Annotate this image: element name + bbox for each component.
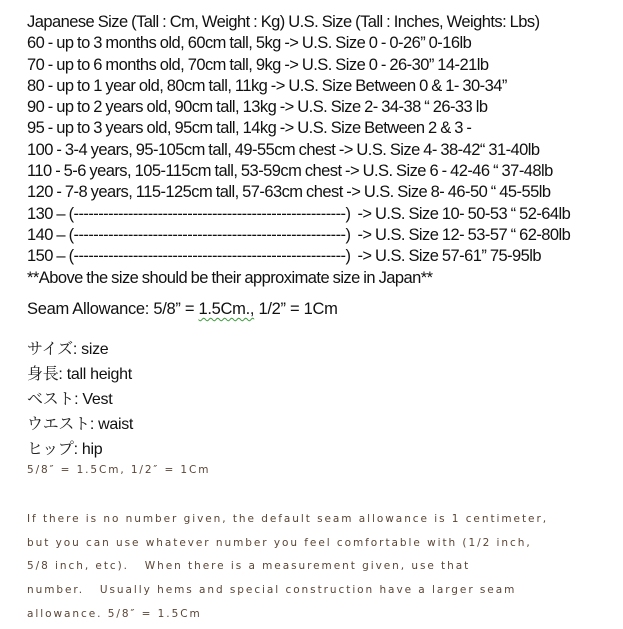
size-row-130: 130 – (-------------------------------------------------------) -> U.S. Size 10- 50-53 “ 52-64lb: [27, 204, 571, 223]
size-row-80: 80 - up to 1 year old, 80cm tall, 11kg -> U.S. Size Between 0 & 1- 30-34”: [27, 76, 507, 95]
size-chart-footnote: **Above the size should be their approximate size in Japan**: [27, 268, 433, 287]
seam-allowance-paragraph: [27, 508, 548, 626]
glossary-item-size: [27, 337, 133, 362]
size-row-100: 100 - 3-4 years, 95-105cm tall, 49-55cm chest -> U.S. Size 4- 38-42“ 31-40lb: [27, 140, 540, 159]
size-row-110: 110 - 5-6 years, 105-115cm tall, 53-59cm chest -> U.S. Size 6 - 42-46 “ 37-48lb: [27, 162, 553, 181]
paragraph-line: number. Usually hems and special construction have a larger seam: [27, 584, 517, 597]
size-row-120: 120 - 7-8 years, 115-125cm tall, 57-63cm chest -> U.S. Size 8- 46-50 “ 45-55lb: [27, 183, 551, 202]
glossary-list: [27, 337, 133, 462]
size-row-70: 70 - up to 6 months old, 70cm tall, 9kg -> U.S. Size 0 - 26-30” 14-21lb: [27, 55, 489, 74]
glossary-item-hip: [27, 437, 133, 462]
conversion-note: 5/8″ = 1.5Cm, 1/2″ = 1Cm: [27, 464, 211, 476]
size-row-90: 90 - up to 2 years old, 90cm tall, 13kg -> U.S. Size 2- 34-38 “ 26-33 lb: [27, 98, 488, 117]
size-row-140: 140 – (-------------------------------------------------------) -> U.S. Size 12- 53-57 “ 62-80lb: [27, 225, 571, 244]
glossary-item-waist: [27, 412, 133, 437]
glossary-term-jp: 身長: [27, 364, 59, 383]
size-row-95: 95 - up to 3 years old, 95cm tall, 14kg -> U.S. Size Between 2 & 3 -: [27, 119, 472, 138]
glossary-term-en: : size: [72, 341, 109, 358]
size-chart: [27, 12, 570, 289]
paragraph-line: 5/8 inch, etc). When there is a measurement given, use that: [27, 560, 471, 573]
paragraph-line: allowance. 5/8″ = 1.5Cm: [27, 607, 202, 620]
glossary-term-jp: ウエスト: [27, 414, 90, 433]
glossary-term-jp: ヒップ: [27, 439, 74, 458]
size-row-150: 150 – (-------------------------------------------------------) -> U.S. Size 57-61” 75-95lb: [27, 247, 542, 266]
glossary-term-jp: サイズ: [27, 339, 73, 358]
paragraph-line: If there is no number given, the default seam allowance is 1 centimeter,: [27, 513, 548, 525]
seam-allowance-line: [27, 300, 338, 319]
glossary-term-en: : Vest: [74, 391, 113, 408]
size-chart-header: Japanese Size (Tall : Cm, Weight : Kg) U.S. Size (Tall : Inches, Weights: Lbs): [27, 13, 540, 31]
grammar-flagged-text: 1.5Cm.,: [198, 300, 255, 318]
glossary-term-jp: ベスト: [27, 389, 75, 408]
glossary-term-en: : tall height: [58, 366, 132, 383]
glossary-term-en: : hip: [73, 441, 103, 458]
paragraph-line: but you can use whatever number you feel comfortable with (1/2 inch,: [27, 536, 532, 549]
glossary-term-en: : waist: [89, 416, 134, 433]
seam-allowance-prefix: Seam Allowance: 5/8” =: [27, 300, 199, 318]
size-row-60: 60 - up to 3 months old, 60cm tall, 5kg -> U.S. Size 0 - 0-26” 0-16lb: [27, 34, 472, 53]
glossary-item-height: [27, 362, 133, 387]
seam-allowance-suffix: 1/2” = 1Cm: [254, 300, 338, 318]
glossary-item-vest: [27, 387, 133, 412]
